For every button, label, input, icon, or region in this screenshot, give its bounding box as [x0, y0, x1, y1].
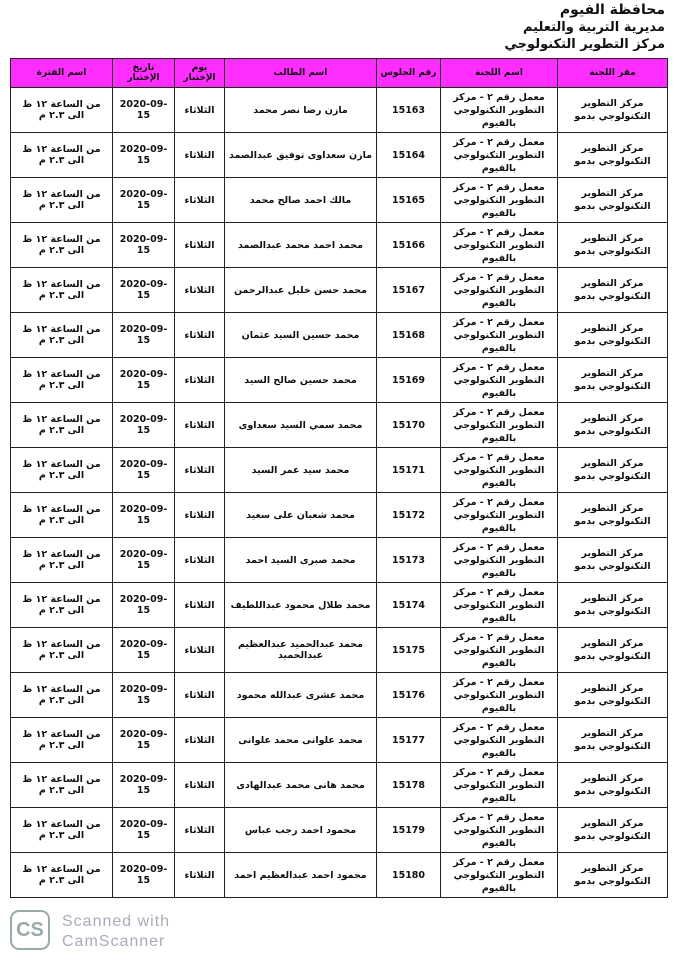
exam-day-cell: الثلاثاء — [175, 133, 225, 178]
exam-date-cell: 2020-09-15 — [113, 268, 175, 313]
student-name-cell: محمود احمد عبدالعظيم احمد — [225, 853, 377, 898]
exam-date-cell: 2020-09-15 — [113, 763, 175, 808]
exam-day-cell: الثلاثاء — [175, 358, 225, 403]
committee-name-cell: معمل رقم ٢ - مركز التطوير التكنولوجي بالفيوم — [441, 448, 558, 493]
committee-location-cell: مركز التطوير التكنولوجي بدمو — [558, 448, 668, 493]
committee-name-cell: معمل رقم ٢ - مركز التطوير التكنولوجي بالفيوم — [441, 718, 558, 763]
exam-date-cell: 2020-09-15 — [113, 493, 175, 538]
exam-day-cell: الثلاثاء — [175, 628, 225, 673]
period-name-cell: من الساعة ١٢ ظ الى ٢.٣ م — [11, 358, 113, 403]
table-row — [11, 853, 668, 898]
period-name-cell: من الساعة ١٢ ظ الى ٢.٣ م — [11, 133, 113, 178]
table-row — [11, 583, 668, 628]
seat-number-cell: 15179 — [377, 808, 441, 853]
seat-number-cell: 15167 — [377, 268, 441, 313]
table-row — [11, 223, 668, 268]
period-name-cell: من الساعة ١٢ ظ الى ٢.٣ م — [11, 403, 113, 448]
exam-day-cell: الثلاثاء — [175, 403, 225, 448]
watermark-line: Scanned with — [62, 913, 171, 930]
period-name-cell: من الساعة ١٢ ظ الى ٢.٣ م — [11, 223, 113, 268]
column-header: اسم الفترة — [11, 59, 113, 88]
table-row — [11, 628, 668, 673]
period-name-cell: من الساعة ١٢ ظ الى ٢.٣ م — [11, 808, 113, 853]
table-body — [11, 88, 668, 898]
governorate-title: محافظة الفيوم — [559, 2, 665, 18]
seat-number-cell: 15170 — [377, 403, 441, 448]
seat-number-cell: 15180 — [377, 853, 441, 898]
seat-number-cell: 15168 — [377, 313, 441, 358]
exam-day-cell: الثلاثاء — [175, 178, 225, 223]
exam-day-cell: الثلاثاء — [175, 223, 225, 268]
committee-location-cell: مركز التطوير التكنولوجي بدمو — [558, 223, 668, 268]
student-name-cell: محمد سيد عمر السيد — [225, 448, 377, 493]
committee-name-cell: معمل رقم ٢ - مركز التطوير التكنولوجي بالفيوم — [441, 493, 558, 538]
table-row — [11, 358, 668, 403]
seat-number-cell: 15172 — [377, 493, 441, 538]
committee-location-cell: مركز التطوير التكنولوجي بدمو — [558, 718, 668, 763]
exam-date-cell: 2020-09-15 — [113, 583, 175, 628]
exam-day-cell: الثلاثاء — [175, 763, 225, 808]
committee-name-cell: معمل رقم ٢ - مركز التطوير التكنولوجي بالفيوم — [441, 268, 558, 313]
exam-schedule-table — [10, 58, 668, 898]
period-name-cell: من الساعة ١٢ ظ الى ٢.٣ م — [11, 763, 113, 808]
camscanner-logo-icon: CS — [10, 910, 50, 950]
column-header: تاريخ الإختبار — [113, 59, 175, 88]
column-header: اسم الطالب — [225, 59, 377, 88]
student-name-cell: مازن سعداوى توفيق عبدالصمد — [225, 133, 377, 178]
committee-location-cell: مركز التطوير التكنولوجي بدمو — [558, 538, 668, 583]
committee-location-cell: مركز التطوير التكنولوجي بدمو — [558, 673, 668, 718]
student-name-cell: محمد حسين صالح السيد — [225, 358, 377, 403]
period-name-cell: من الساعة ١٢ ظ الى ٢.٣ م — [11, 718, 113, 763]
committee-location-cell: مركز التطوير التكنولوجي بدمو — [558, 268, 668, 313]
seat-number-cell: 15175 — [377, 628, 441, 673]
table-header-row — [11, 59, 668, 88]
committee-name-cell: معمل رقم ٢ - مركز التطوير التكنولوجي بالفيوم — [441, 358, 558, 403]
exam-date-cell: 2020-09-15 — [113, 448, 175, 493]
committee-location-cell: مركز التطوير التكنولوجي بدمو — [558, 493, 668, 538]
exam-date-cell: 2020-09-15 — [113, 223, 175, 268]
committee-location-cell: مركز التطوير التكنولوجي بدمو — [558, 583, 668, 628]
seat-number-cell: 15173 — [377, 538, 441, 583]
camscanner-watermark — [10, 908, 190, 954]
table-row — [11, 763, 668, 808]
watermark-line: CamScanner — [62, 933, 166, 950]
exam-day-cell: الثلاثاء — [175, 538, 225, 583]
exam-date-cell: 2020-09-15 — [113, 358, 175, 403]
period-name-cell: من الساعة ١٢ ظ الى ٢.٣ م — [11, 268, 113, 313]
exam-date-cell: 2020-09-15 — [113, 88, 175, 133]
exam-date-cell: 2020-09-15 — [113, 808, 175, 853]
table-row — [11, 88, 668, 133]
watermark-text — [62, 912, 170, 952]
exam-date-cell: 2020-09-15 — [113, 403, 175, 448]
period-name-cell: من الساعة ١٢ ظ الى ٢.٣ م — [11, 853, 113, 898]
period-name-cell: من الساعة ١٢ ظ الى ٢.٣ م — [11, 493, 113, 538]
committee-name-cell: معمل رقم ٢ - مركز التطوير التكنولوجي بالفيوم — [441, 583, 558, 628]
table-row — [11, 313, 668, 358]
exam-date-cell: 2020-09-15 — [113, 853, 175, 898]
committee-location-cell: مركز التطوير التكنولوجي بدمو — [558, 313, 668, 358]
committee-name-cell: معمل رقم ٢ - مركز التطوير التكنولوجي بالفيوم — [441, 628, 558, 673]
student-name-cell: محمد هانى محمد عبدالهادى — [225, 763, 377, 808]
committee-location-cell: مركز التطوير التكنولوجي بدمو — [558, 403, 668, 448]
table-row — [11, 538, 668, 583]
committee-location-cell: مركز التطوير التكنولوجي بدمو — [558, 763, 668, 808]
table-row — [11, 808, 668, 853]
seat-number-cell: 15166 — [377, 223, 441, 268]
seat-number-cell: 15174 — [377, 583, 441, 628]
committee-location-cell: مركز التطوير التكنولوجي بدمو — [558, 358, 668, 403]
period-name-cell: من الساعة ١٢ ظ الى ٢.٣ م — [11, 448, 113, 493]
seat-number-cell: 15171 — [377, 448, 441, 493]
exam-date-cell: 2020-09-15 — [113, 718, 175, 763]
exam-day-cell: الثلاثاء — [175, 853, 225, 898]
committee-name-cell: معمل رقم ٢ - مركز التطوير التكنولوجي بالفيوم — [441, 133, 558, 178]
committee-name-cell: معمل رقم ٢ - مركز التطوير التكنولوجي بالفيوم — [441, 178, 558, 223]
committee-location-cell: مركز التطوير التكنولوجي بدمو — [558, 853, 668, 898]
student-name-cell: محمد طلال محمود عبداللطيف — [225, 583, 377, 628]
column-header: اسم اللجنة — [441, 59, 558, 88]
committee-name-cell: معمل رقم ٢ - مركز التطوير التكنولوجي بالفيوم — [441, 763, 558, 808]
committee-name-cell: معمل رقم ٢ - مركز التطوير التكنولوجي بالفيوم — [441, 313, 558, 358]
table-row — [11, 673, 668, 718]
directorate-title: مديرية التربية والتعليم — [522, 20, 665, 35]
table-row — [11, 133, 668, 178]
committee-name-cell: معمل رقم ٢ - مركز التطوير التكنولوجي بالفيوم — [441, 88, 558, 133]
committee-name-cell: معمل رقم ٢ - مركز التطوير التكنولوجي بالفيوم — [441, 223, 558, 268]
column-header: يوم الإختبار — [175, 59, 225, 88]
student-name-cell: محمد عشرى عبدالله محمود — [225, 673, 377, 718]
center-title: مركز التطوير التكنولوجي — [504, 37, 665, 52]
table-row — [11, 268, 668, 313]
student-name-cell: مازن رضا نصر محمد — [225, 88, 377, 133]
period-name-cell: من الساعة ١٢ ظ الى ٢.٣ م — [11, 313, 113, 358]
exam-day-cell: الثلاثاء — [175, 493, 225, 538]
exam-date-cell: 2020-09-15 — [113, 673, 175, 718]
exam-date-cell: 2020-09-15 — [113, 178, 175, 223]
committee-location-cell: مركز التطوير التكنولوجي بدمو — [558, 88, 668, 133]
student-name-cell: محمد علوانى محمد علوانى — [225, 718, 377, 763]
column-header: مقر اللجنة — [558, 59, 668, 88]
exam-date-cell: 2020-09-15 — [113, 538, 175, 583]
committee-name-cell: معمل رقم ٢ - مركز التطوير التكنولوجي بالفيوم — [441, 673, 558, 718]
seat-number-cell: 15164 — [377, 133, 441, 178]
period-name-cell: من الساعة ١٢ ظ الى ٢.٣ م — [11, 538, 113, 583]
exam-day-cell: الثلاثاء — [175, 448, 225, 493]
student-name-cell: محمود احمد رجب عباس — [225, 808, 377, 853]
seat-number-cell: 15165 — [377, 178, 441, 223]
table-row — [11, 493, 668, 538]
committee-location-cell: مركز التطوير التكنولوجي بدمو — [558, 628, 668, 673]
exam-day-cell: الثلاثاء — [175, 583, 225, 628]
student-name-cell: محمد حسين السيد عثمان — [225, 313, 377, 358]
table-row — [11, 403, 668, 448]
period-name-cell: من الساعة ١٢ ظ الى ٢.٣ م — [11, 628, 113, 673]
period-name-cell: من الساعة ١٢ ظ الى ٢.٣ م — [11, 583, 113, 628]
student-name-cell: محمد صبرى السيد احمد — [225, 538, 377, 583]
committee-name-cell: معمل رقم ٢ - مركز التطوير التكنولوجي بالفيوم — [441, 403, 558, 448]
committee-name-cell: معمل رقم ٢ - مركز التطوير التكنولوجي بالفيوم — [441, 538, 558, 583]
seat-number-cell: 15178 — [377, 763, 441, 808]
table-row — [11, 178, 668, 223]
document-header — [505, 2, 665, 53]
student-name-cell: محمد احمد محمد عبدالصمد — [225, 223, 377, 268]
committee-name-cell: معمل رقم ٢ - مركز التطوير التكنولوجي بالفيوم — [441, 808, 558, 853]
exam-date-cell: 2020-09-15 — [113, 133, 175, 178]
seat-number-cell: 15163 — [377, 88, 441, 133]
exam-day-cell: الثلاثاء — [175, 718, 225, 763]
seat-number-cell: 15177 — [377, 718, 441, 763]
seat-number-cell: 15169 — [377, 358, 441, 403]
period-name-cell: من الساعة ١٢ ظ الى ٢.٣ م — [11, 178, 113, 223]
period-name-cell: من الساعة ١٢ ظ الى ٢.٣ م — [11, 673, 113, 718]
column-header: رقم الجلوس — [377, 59, 441, 88]
table-row — [11, 718, 668, 763]
student-name-cell: مالك احمد صالح محمد — [225, 178, 377, 223]
table-row — [11, 448, 668, 493]
exam-date-cell: 2020-09-15 — [113, 313, 175, 358]
student-name-cell: محمد عبدالحميد عبدالعظيم عبدالحميد — [225, 628, 377, 673]
exam-day-cell: الثلاثاء — [175, 673, 225, 718]
exam-day-cell: الثلاثاء — [175, 313, 225, 358]
student-name-cell: محمد سمي السيد سعداوى — [225, 403, 377, 448]
period-name-cell: من الساعة ١٢ ظ الى ٢.٣ م — [11, 88, 113, 133]
student-name-cell: محمد شعبان على سعيد — [225, 493, 377, 538]
exam-day-cell: الثلاثاء — [175, 808, 225, 853]
committee-location-cell: مركز التطوير التكنولوجي بدمو — [558, 133, 668, 178]
seat-number-cell: 15176 — [377, 673, 441, 718]
student-name-cell: محمد حسن خليل عبدالرحمن — [225, 268, 377, 313]
committee-location-cell: مركز التطوير التكنولوجي بدمو — [558, 178, 668, 223]
committee-name-cell: معمل رقم ٢ - مركز التطوير التكنولوجي بالفيوم — [441, 853, 558, 898]
exam-date-cell: 2020-09-15 — [113, 628, 175, 673]
exam-day-cell: الثلاثاء — [175, 268, 225, 313]
committee-location-cell: مركز التطوير التكنولوجي بدمو — [558, 808, 668, 853]
exam-day-cell: الثلاثاء — [175, 88, 225, 133]
